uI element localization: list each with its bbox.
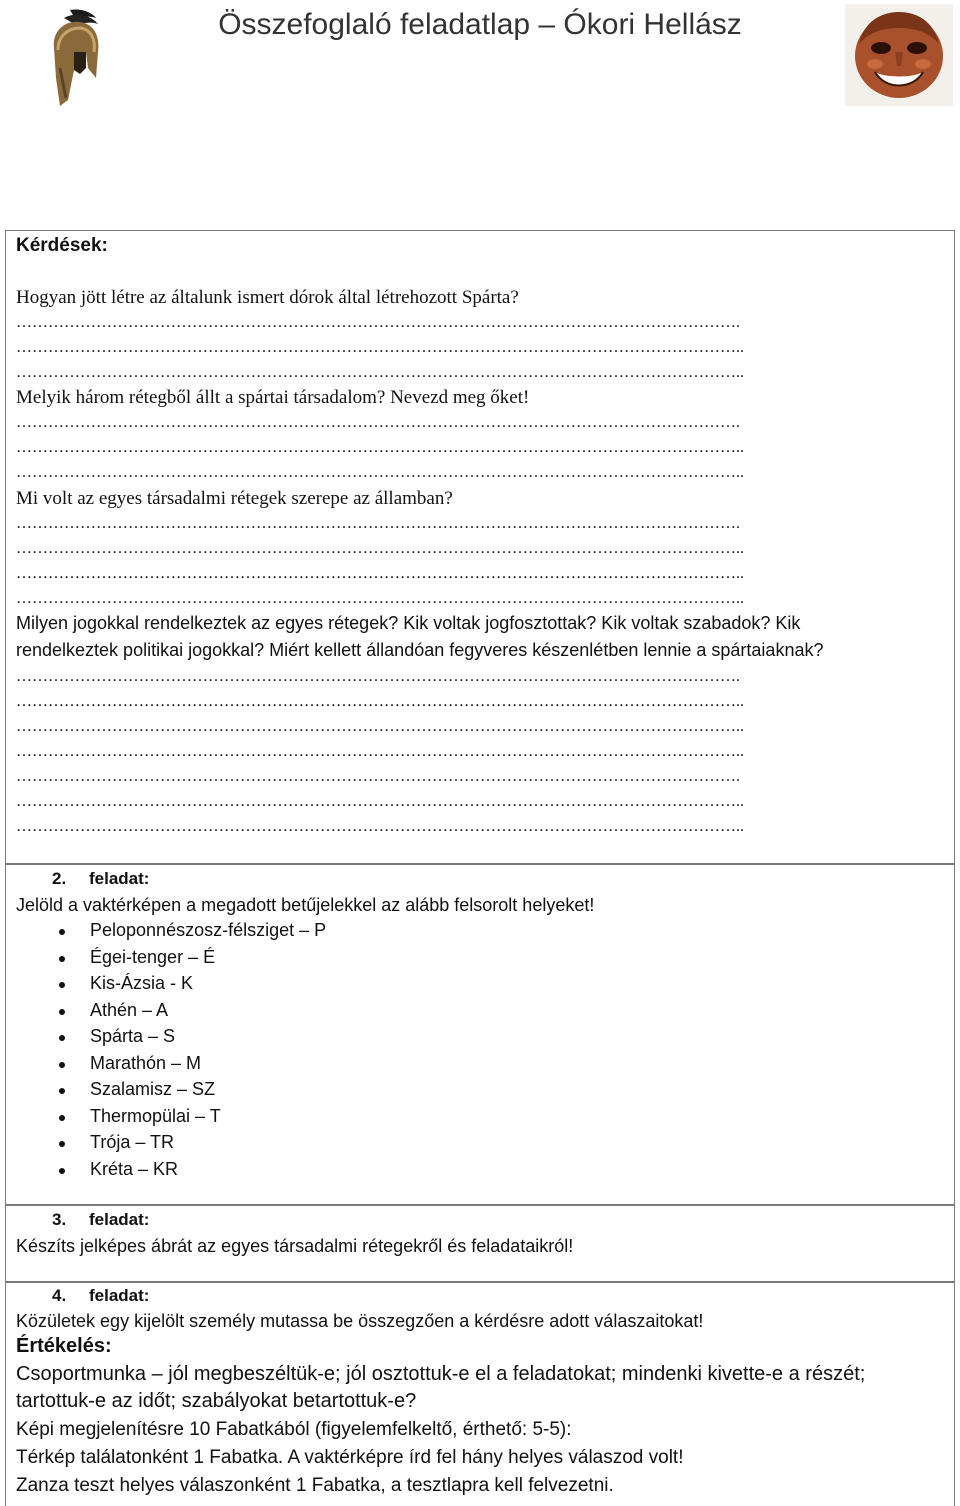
- place-item: Athén – A: [90, 999, 169, 1020]
- task-4-section: [5, 1282, 955, 1506]
- task-4-label: feladat:: [89, 1286, 150, 1305]
- task-3-section: [5, 1205, 955, 1282]
- task-4-instruction: Közületek egy kijelölt személy mutassa be összegzően a kérdésre adott válaszaitokat!: [16, 1311, 704, 1331]
- answer-line[interactable]: ………………………………………………………………………………………………………………………..: [16, 718, 744, 735]
- evaluation-line-4: Térkép találatonként 1 Fabatka. A vaktérképre írd fel hány helyes válaszod volt!: [16, 1447, 684, 1468]
- evaluation-line-5: Zanza teszt helyes válaszonként 1 Fabatka, a tesztlapra kell felvezetni.: [16, 1475, 614, 1496]
- answer-line[interactable]: ………………………………………………………………………………………………………………………..: [16, 364, 744, 381]
- task-4-number: 4.: [52, 1286, 67, 1305]
- theatre-mask-icon: [845, 4, 953, 106]
- answer-line[interactable]: ………………………………………………………………………………………………………………………..: [16, 540, 744, 557]
- answer-line[interactable]: ………………………………………………………………………………………………………………………..: [16, 339, 744, 356]
- place-item: Spárta – S: [90, 1026, 176, 1046]
- place-item: Trója – TR: [90, 1132, 175, 1152]
- task-3-instruction: Készíts jelképes ábrát az egyes társadalmi rétegekről és feladataikról!: [16, 1236, 574, 1256]
- question-4-line-1: Milyen jogokkal rendelkeztek az egyes rétegek? Kik voltak jogfosztottak? Kik voltak szabadok? Kik: [16, 613, 801, 633]
- question-4-line-2: rendelkeztek politikai jogokkal? Miért kellett állandóan fegyveres készenlétben lennie a spártaiaknak?: [16, 640, 824, 660]
- place-item: Thermopülai – T: [90, 1105, 221, 1126]
- answer-line[interactable]: ………………………………………………………………………………………………………………………..: [16, 439, 744, 456]
- bullet-icon: [59, 1115, 65, 1121]
- bullet-icon: [59, 1062, 65, 1068]
- answer-line[interactable]: ……………………………………………………………………………………………………………………….: [16, 314, 740, 331]
- task-3-number: 3.: [52, 1210, 67, 1229]
- task-2-number: 2.: [52, 869, 67, 888]
- bullet-icon: [59, 956, 65, 962]
- answer-line[interactable]: ………………………………………………………………………………………………………………………..: [16, 793, 744, 810]
- questions-label: Kérdések:: [16, 235, 108, 256]
- answer-line[interactable]: ………………………………………………………………………………………………………………………..: [16, 565, 744, 582]
- question-2: Melyik három rétegből állt a spártai társadalom? Nevezd meg őket!: [16, 387, 530, 408]
- bullet-icon: [59, 1088, 65, 1094]
- answer-line[interactable]: ………………………………………………………………………………………………………………………..: [16, 590, 744, 607]
- answer-line[interactable]: ………………………………………………………………………………………………………………………..: [16, 693, 744, 710]
- task-2-instruction: Jelöld a vaktérképen a megadott betűjelekkel az alább felsorolt helyeket!: [16, 895, 595, 915]
- answer-line[interactable]: ………………………………………………………………………………………………………………………..: [16, 818, 744, 835]
- place-item: Peloponnészosz-félsziget – P: [90, 920, 327, 940]
- answer-line[interactable]: ……………………………………………………………………………………………………………………….: [16, 768, 740, 785]
- bullet-icon: [59, 1141, 65, 1147]
- place-item: Szalamisz – SZ: [90, 1079, 216, 1099]
- task-3-label: feladat:: [89, 1210, 150, 1229]
- page-header: [0, 0, 960, 230]
- place-item: Kréta – KR: [90, 1158, 179, 1179]
- question-1: Hogyan jött létre az általunk ismert dórok által létrehozott Spárta?: [16, 287, 519, 308]
- task-2-label: feladat:: [89, 869, 150, 888]
- answer-line[interactable]: ………………………………………………………………………………………………………………………..: [16, 464, 744, 481]
- answer-line[interactable]: ………………………………………………………………………………………………………………………..: [16, 743, 744, 760]
- spartan-helmet-icon: [40, 8, 106, 110]
- page-title: Összefoglaló feladatlap – Ókori Hellász: [218, 8, 742, 41]
- bullet-icon: [59, 1035, 65, 1041]
- evaluation-label: Értékelés:: [16, 1335, 112, 1357]
- place-item: Égei-tenger – É: [90, 946, 216, 967]
- bullet-icon: [59, 982, 65, 988]
- answer-line[interactable]: ……………………………………………………………………………………………………………………….: [16, 668, 740, 685]
- place-item: Marathón – M: [90, 1052, 202, 1073]
- evaluation-line-1: Csoportmunka – jól megbeszéltük-e; jól osztottuk-e el a feladatokat; mindenki kivette-e a részét;: [16, 1363, 866, 1385]
- bullet-icon: [59, 1009, 65, 1015]
- evaluation-line-2: tartottuk-e az időt; szabályokat betartottuk-e?: [16, 1390, 417, 1412]
- evaluation-line-3: Képi megjelenítésre 10 Fabatkából (figyelemfelkeltő, érthető: 5-5):: [16, 1419, 572, 1440]
- place-item: Kis-Ázsia - K: [90, 973, 194, 993]
- questions-section: [5, 230, 955, 864]
- task-2-section: [5, 864, 955, 1205]
- answer-line[interactable]: ……………………………………………………………………………………………………………………….: [16, 515, 740, 532]
- bullet-icon: [59, 929, 65, 935]
- bullet-icon: [59, 1168, 65, 1174]
- answer-line[interactable]: ……………………………………………………………………………………………………………………….: [16, 414, 740, 431]
- question-3: Mi volt az egyes társadalmi rétegek szerepe az államban?: [16, 488, 453, 509]
